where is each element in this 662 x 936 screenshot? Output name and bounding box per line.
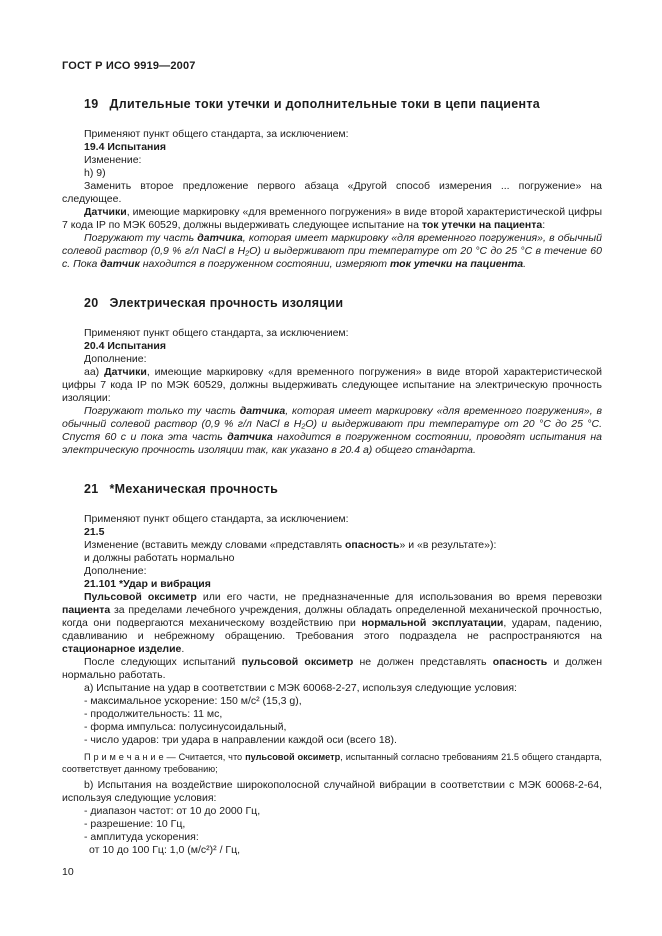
- text-segment: датчика: [197, 232, 243, 244]
- text-segment: После следующих испытаний: [84, 656, 242, 668]
- subclause-heading: 21.101 *Удар и вибрация: [84, 578, 211, 590]
- page-number: 10: [62, 866, 74, 878]
- list-item: - форма импульса: полусинусоидальный,: [84, 721, 287, 733]
- paragraph: Применяют пункт общего стандарта, за исключением:: [84, 513, 349, 525]
- section-21: [62, 482, 602, 857]
- list-item: - число ударов: три удара в направлении каждой оси (всего 18).: [84, 734, 397, 746]
- subclause-heading: 21.5: [84, 526, 105, 538]
- paragraph: [62, 656, 602, 682]
- section-number: 19: [84, 97, 99, 111]
- list-item: - продолжительность: 11 мс,: [84, 708, 223, 720]
- text-segment: аа): [84, 366, 105, 378]
- list-item: от 10 до 100 Гц: 1,0 (м/с²)² / Гц,: [89, 844, 241, 856]
- text-segment: :: [542, 219, 546, 231]
- section-number: 20: [84, 296, 99, 310]
- note: [62, 752, 602, 775]
- text-segment: Погружают только ту часть: [84, 405, 240, 417]
- text-segment: пациента: [62, 604, 111, 616]
- text-segment: » и «в результате»):: [399, 539, 497, 551]
- text-segment: датчика: [227, 431, 273, 443]
- paragraph-italic: [62, 405, 602, 457]
- text-segment: нормальной эксплуатации: [361, 617, 504, 629]
- paragraph: Изменение:: [84, 154, 142, 166]
- text-segment: за пределами лечебного учреждения, должны обладать определенной механической прочностью, когда они подвергаются механическому воздействию при: [62, 604, 602, 629]
- text-segment: пульсовой оксиметр: [245, 752, 341, 762]
- section-21-title: [62, 482, 602, 496]
- text-segment: датчик: [100, 258, 140, 270]
- paragraph: h) 9): [84, 167, 106, 179]
- paragraph: Дополнение:: [84, 353, 147, 365]
- section-19-title: [62, 97, 602, 111]
- text-segment: , имеющие маркировку «для временного погружения» в виде второй характеристической цифры 7 кода IP по МЭК 60529, должны выдерживать следующее испытание на: [62, 206, 602, 231]
- text-segment: пульсовой оксиметр: [241, 656, 354, 668]
- text-segment: Погружают ту часть: [84, 232, 198, 244]
- text-segment: находится в погруженном состоянии, измеряют: [139, 258, 390, 270]
- text-segment: Пульсовой оксиметр: [84, 591, 197, 603]
- paragraph: [62, 591, 602, 656]
- paragraph: Заменить второе предложение первого абзаца «Другой способ измерения ... погружение» на следующее.: [62, 180, 602, 205]
- paragraph: [62, 206, 602, 232]
- text-segment: Датчики: [84, 206, 127, 218]
- text-segment: .: [181, 643, 185, 655]
- section-19: [62, 97, 602, 271]
- text-segment: Изменение (вставить между словами «представлять: [84, 539, 345, 551]
- text-segment: , имеющие маркировку «для временного погружения» в виде второй характеристической цифры 7 кода IP по МЭК 60529, должны выдерживать следующее испытание на электрическую прочность изоляции:: [62, 366, 602, 404]
- paragraph: b) Испытания на воздействие широкополосной случайной вибрации в соответствии с МЭК 60068-2-64, используя следующие условия:: [62, 779, 602, 804]
- section-title-text: Длительные токи утечки и дополнительные токи в цепи пациента: [109, 97, 541, 111]
- text-segment: опасность: [492, 656, 548, 668]
- text-segment: , испытанный согласно требованиям 21.5 общего стандарта, соответствует данному требованию;: [62, 752, 602, 774]
- section-title-text: Электрическая прочность изоляции: [109, 296, 344, 310]
- list-item: а) Испытание на удар в соответствии с МЭК 60068-2-27, используя следующие условия:: [84, 682, 517, 694]
- list-item: - максимальное ускорение: 150 м/с² (15,3 g),: [84, 695, 302, 707]
- text-segment: .: [523, 258, 527, 270]
- paragraph-italic: [62, 232, 602, 271]
- section-20-title: [62, 296, 602, 310]
- text-segment: , ударам, падению, сдавливанию и небрежному обращению. Требования этого подраздела не распространяются на: [62, 617, 602, 642]
- text-segment: датчика: [239, 405, 286, 417]
- section-title-text: *Механическая прочность: [109, 482, 279, 496]
- text-segment: ток утечки на пациента: [389, 258, 524, 270]
- subclause-heading: 20.4 Испытания: [84, 340, 166, 352]
- text-segment: или его части, не предназначенные для использования во время перевозки: [196, 591, 602, 603]
- paragraph: Дополнение:: [84, 565, 147, 577]
- section-number: 21: [84, 482, 99, 496]
- paragraph: Применяют пункт общего стандарта, за исключением:: [84, 128, 349, 140]
- text-segment: и должен нормально работать.: [62, 656, 602, 681]
- document-reference: ГОСТ Р ИСО 9919—2007: [62, 60, 196, 72]
- text-segment: находится в погруженном состоянии, проводят испытания на электрическую прочность изоляции так, как указано в 20.4 а) общего стандарта.: [62, 431, 602, 456]
- list-item: - разрешение: 10 Гц,: [84, 818, 186, 830]
- section-20: [62, 296, 602, 457]
- text-segment: , которая имеет маркировку «для временного погружения», в обычный солевой раствор (0,9 % г/л NaCl в H₂O) и выдерживают при температуре от 20 °С до 25 °С. Спустя 60 с и пока эта часть: [62, 405, 602, 443]
- text-segment: , которая имеет маркировку «для временного погружения», в обычный солевой раствор (0,9 % г/л NaCl в H₂O) и выдерживают при температуре от 20 °С до 25 °С в течение 60 с. Пока: [62, 232, 602, 270]
- text-segment: П р и м е ч а н и е — Считается, что: [84, 752, 246, 762]
- list-item: - амплитуда ускорения:: [84, 831, 199, 843]
- paragraph: [62, 366, 602, 405]
- paragraph: Применяют пункт общего стандарта, за исключением:: [84, 327, 349, 339]
- text-segment: не должен представлять: [353, 656, 493, 668]
- subclause-heading: 19.4 Испытания: [84, 141, 166, 153]
- text-segment: стационарное изделие: [62, 643, 182, 655]
- paragraph: и должны работать нормально: [84, 552, 235, 564]
- text-segment: ток утечки на пациента: [421, 219, 543, 231]
- text-segment: Датчики: [104, 366, 147, 378]
- list-item: - диапазон частот: от 10 до 2000 Гц,: [84, 805, 261, 817]
- text-segment: опасность: [344, 539, 400, 551]
- paragraph: [62, 539, 602, 552]
